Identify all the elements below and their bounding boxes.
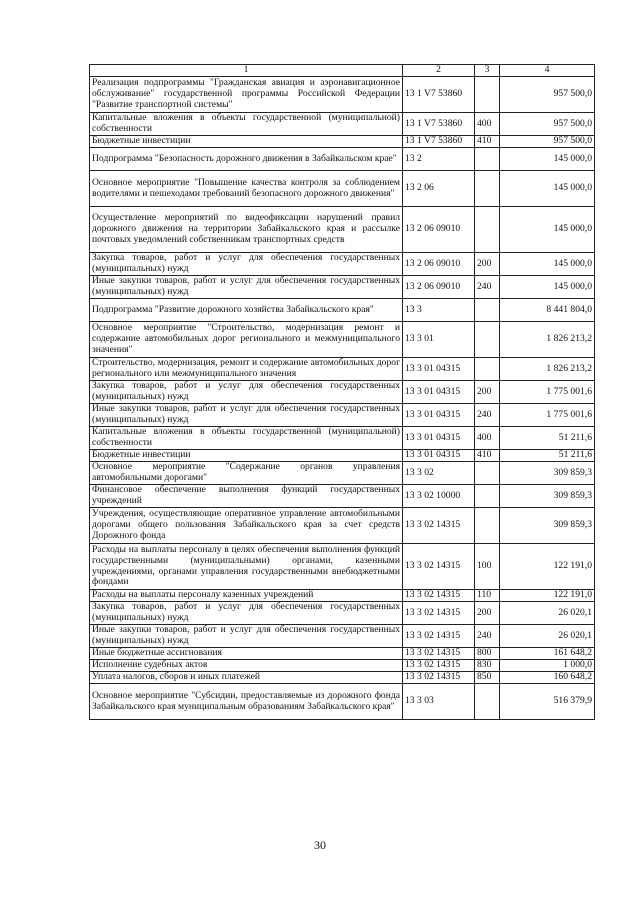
row-type: 200 — [475, 602, 500, 625]
row-name: Капитальные вложения в объекты государственной (муниципальной) собственности — [90, 427, 403, 450]
table-row — [90, 171, 595, 207]
row-sum: 145 000,0 — [500, 171, 595, 207]
table-row — [90, 427, 595, 450]
row-name: Бюджетные инвестиции — [90, 450, 403, 462]
table-row — [90, 590, 595, 602]
row-type: 200 — [475, 381, 500, 404]
row-name: Закупка товаров, работ и услуг для обеспечения государственных (муниципальных) нужд — [90, 381, 403, 404]
table-row — [90, 113, 595, 136]
table-row — [90, 648, 595, 660]
row-name: Исполнение судебных актов — [90, 660, 403, 672]
row-code: 13 3 02 14315 — [403, 602, 475, 625]
row-code: 13 3 01 — [403, 322, 475, 358]
table-row — [90, 672, 595, 684]
row-type: 110 — [475, 590, 500, 602]
row-name: Основное мероприятие "Содержание органов управления автомобильными дорогами" — [90, 462, 403, 485]
row-type: 800 — [475, 648, 500, 660]
table-row — [90, 450, 595, 462]
table-row — [90, 148, 595, 171]
row-sum: 161 648,2 — [500, 648, 595, 660]
row-code: 13 3 03 — [403, 684, 475, 720]
row-name: Уплата налогов, сборов и иных платежей — [90, 672, 403, 684]
table-row — [90, 276, 595, 299]
row-name: Подпрограмма "Безопасность дорожного движения в Забайкальском крае" — [90, 148, 403, 171]
table-row — [90, 299, 595, 322]
row-type: 400 — [475, 427, 500, 450]
row-sum: 122 191,0 — [500, 590, 595, 602]
table-row — [90, 77, 595, 113]
row-sum: 51 211,6 — [500, 427, 595, 450]
row-name: Иные закупки товаров, работ и услуг для обеспечения государственных (муниципальных) нужд — [90, 276, 403, 299]
row-sum: 309 859,3 — [500, 508, 595, 544]
table-row — [90, 462, 595, 485]
row-sum: 160 648,2 — [500, 672, 595, 684]
row-type — [475, 358, 500, 381]
table-row — [90, 660, 595, 672]
row-name: Расходы на выплаты персоналу в целях обеспечения выполнения функций государственными (муниципальными) органами, казенными учреждениями, органами управления государственными внебюджетными фондами — [90, 544, 403, 590]
row-name: Иные закупки товаров, работ и услуг для обеспечения государственных (муниципальных) нужд — [90, 404, 403, 427]
row-type: 850 — [475, 672, 500, 684]
row-code: 13 1 V7 53860 — [403, 136, 475, 148]
col-header-2: 2 — [403, 65, 475, 77]
row-sum: 145 000,0 — [500, 276, 595, 299]
row-type: 400 — [475, 113, 500, 136]
row-sum: 145 000,0 — [500, 148, 595, 171]
row-sum: 51 211,6 — [500, 450, 595, 462]
row-type — [475, 485, 500, 508]
row-sum: 1 775 001,6 — [500, 404, 595, 427]
row-sum: 145 000,0 — [500, 253, 595, 276]
row-sum: 1 826 213,2 — [500, 358, 595, 381]
table-body — [90, 77, 595, 720]
row-type: 240 — [475, 625, 500, 648]
row-code: 13 3 01 04315 — [403, 427, 475, 450]
table-row — [90, 602, 595, 625]
row-name: Основное мероприятие "Строительство, модернизация ремонт и содержание автомобильных дорог регионального и межмуниципального значения" — [90, 322, 403, 358]
row-code: 13 3 — [403, 299, 475, 322]
header-row — [90, 65, 595, 77]
row-code: 13 3 02 14315 — [403, 508, 475, 544]
table-row — [90, 136, 595, 148]
row-name: Расходы на выплаты персоналу казенных учреждений — [90, 590, 403, 602]
row-code: 13 1 V7 53860 — [403, 77, 475, 113]
row-code: 13 3 02 — [403, 462, 475, 485]
row-type — [475, 148, 500, 171]
row-code: 13 3 02 14315 — [403, 544, 475, 590]
row-type: 410 — [475, 450, 500, 462]
row-sum: 26 020,1 — [500, 625, 595, 648]
row-sum: 309 859,3 — [500, 462, 595, 485]
row-type — [475, 207, 500, 253]
row-name: Иные бюджетные ассигнования — [90, 648, 403, 660]
row-name: Подпрограмма "Развитие дорожного хозяйства Забайкальского края" — [90, 299, 403, 322]
row-type: 100 — [475, 544, 500, 590]
row-type — [475, 77, 500, 113]
row-code: 13 3 01 04315 — [403, 450, 475, 462]
row-name: Закупка товаров, работ и услуг для обеспечения государственных (муниципальных) нужд — [90, 253, 403, 276]
table-row — [90, 404, 595, 427]
row-sum: 1 826 213,2 — [500, 322, 595, 358]
table-row — [90, 508, 595, 544]
col-header-4: 4 — [500, 65, 595, 77]
row-type — [475, 462, 500, 485]
row-code: 13 3 02 14315 — [403, 590, 475, 602]
row-code: 13 2 06 09010 — [403, 207, 475, 253]
row-code: 13 3 02 14315 — [403, 625, 475, 648]
table-row — [90, 322, 595, 358]
row-sum: 957 500,0 — [500, 136, 595, 148]
row-code: 13 3 02 14315 — [403, 660, 475, 672]
row-code: 13 2 — [403, 148, 475, 171]
row-sum: 145 000,0 — [500, 207, 595, 253]
row-type: 240 — [475, 404, 500, 427]
row-sum: 1 000,0 — [500, 660, 595, 672]
row-name: Капитальные вложения в объекты государственной (муниципальной) собственности — [90, 113, 403, 136]
row-type: 830 — [475, 660, 500, 672]
row-code: 13 3 01 04315 — [403, 381, 475, 404]
table-row — [90, 358, 595, 381]
row-type — [475, 322, 500, 358]
row-type — [475, 299, 500, 322]
table-row — [90, 381, 595, 404]
row-code: 13 3 02 14315 — [403, 672, 475, 684]
row-sum: 8 441 804,0 — [500, 299, 595, 322]
table-row — [90, 684, 595, 720]
col-header-1: 1 — [90, 65, 403, 77]
row-code: 13 2 06 — [403, 171, 475, 207]
row-type: 200 — [475, 253, 500, 276]
page-number: 30 — [314, 838, 326, 852]
row-name: Основное мероприятие "Субсидии, предоставляемые из дорожного фонда Забайкальского края муниципальным образованиям Забайкальского края" — [90, 684, 403, 720]
row-name: Учреждения, осуществляющие оперативное управление автомобильными дорогами общего пользования Забайкальского края за счет средств Дорожного фонда — [90, 508, 403, 544]
row-sum: 957 500,0 — [500, 113, 595, 136]
row-code: 13 2 06 09010 — [403, 253, 475, 276]
row-name: Реализация подпрограммы "Гражданская авиация и аэронавигационное обслуживание" государственной программы Российской Федерации "Развитие транспортной системы" — [90, 77, 403, 113]
row-type — [475, 508, 500, 544]
table-row — [90, 253, 595, 276]
row-code: 13 3 01 04315 — [403, 358, 475, 381]
row-name: Строительство, модернизация, ремонт и содержание автомобильных дорог регионального или межмуниципального значения — [90, 358, 403, 381]
row-name: Бюджетные инвестиции — [90, 136, 403, 148]
row-sum: 516 379,9 — [500, 684, 595, 720]
table-row — [90, 207, 595, 253]
row-type: 240 — [475, 276, 500, 299]
budget-table — [89, 64, 595, 720]
row-type — [475, 171, 500, 207]
row-sum: 122 191,0 — [500, 544, 595, 590]
row-code: 13 3 01 04315 — [403, 404, 475, 427]
row-sum: 309 859,3 — [500, 485, 595, 508]
table-row — [90, 625, 595, 648]
row-name: Иные закупки товаров, работ и услуг для обеспечения государственных (муниципальных) нужд — [90, 625, 403, 648]
row-type — [475, 684, 500, 720]
row-name: Финансовое обеспечение выполнения функций государственных учреждений — [90, 485, 403, 508]
row-sum: 26 020,1 — [500, 602, 595, 625]
row-name: Основное мероприятие "Повышение качества контроля за соблюдением водителями и пешеходами требований безопасного дорожного движения" — [90, 171, 403, 207]
row-code: 13 1 V7 53860 — [403, 113, 475, 136]
row-code: 13 2 06 09010 — [403, 276, 475, 299]
row-code: 13 3 02 14315 — [403, 648, 475, 660]
row-name: Осуществление мероприятий по видеофиксации нарушений правил дорожного движения на территории Забайкальского края и рассылке почтовых уведомлений собственникам транспортных средств — [90, 207, 403, 253]
row-sum: 957 500,0 — [500, 77, 595, 113]
table-row — [90, 485, 595, 508]
row-sum: 1 775 001,6 — [500, 381, 595, 404]
row-name: Закупка товаров, работ и услуг для обеспечения государственных (муниципальных) нужд — [90, 602, 403, 625]
row-type: 410 — [475, 136, 500, 148]
row-code: 13 3 02 10000 — [403, 485, 475, 508]
col-header-3: 3 — [475, 65, 500, 77]
table-row — [90, 544, 595, 590]
